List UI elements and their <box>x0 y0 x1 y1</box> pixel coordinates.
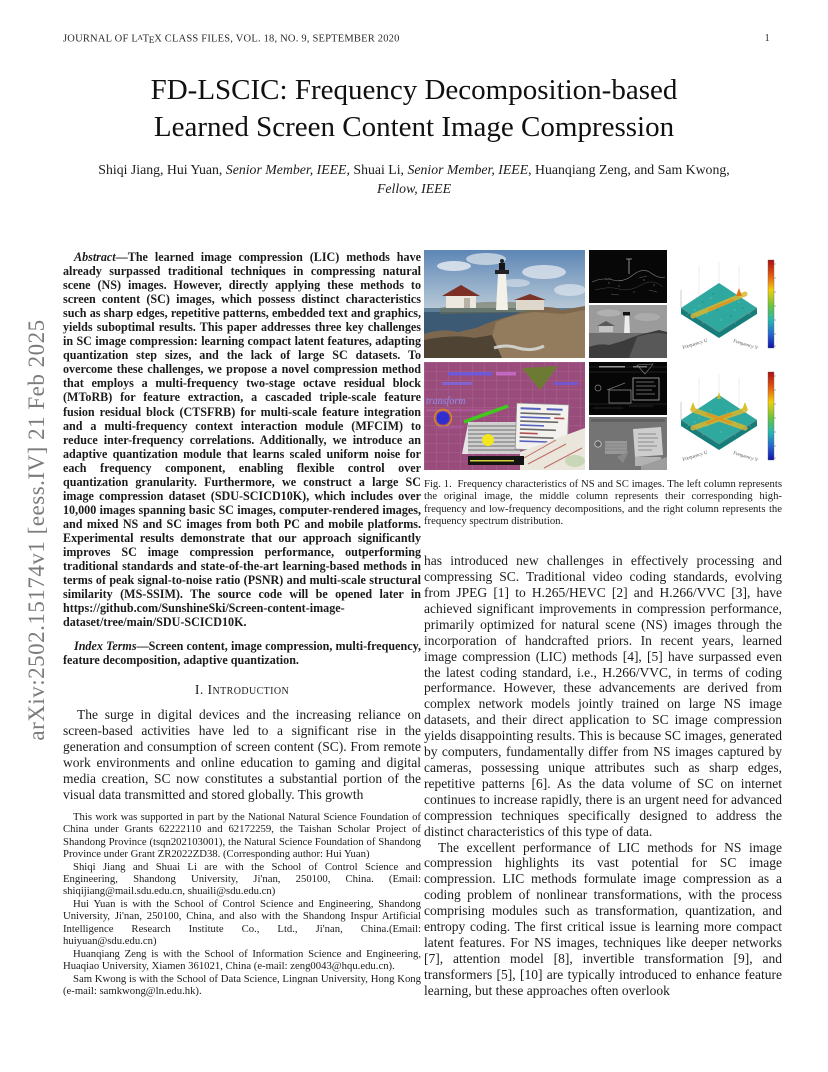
right-column <box>424 248 782 999</box>
figure-1-caption <box>424 478 782 527</box>
colorbar <box>768 372 774 460</box>
index-terms-text: —Screen content, image compression, multi-frequency, feature decomposition, adaptive quantization. <box>63 639 421 668</box>
journal-name: JOURNAL OF LATEX CLASS FILES, VOL. 18, NO. 9, SEPTEMBER 2020 <box>63 33 400 47</box>
sc-spectrum-plot <box>669 362 782 470</box>
sc-original-image <box>424 362 585 470</box>
colorbar <box>768 260 774 348</box>
arxiv-banner: arXiv:2502.15174v1 [eess.IV] 21 Feb 2025 <box>24 319 49 741</box>
ns-low-frequency-image <box>589 305 667 358</box>
figure-1-caption-text: Frequency characteristics of NS and SC images. The left column represents the original image, the middle column represents their corresponding high-frequency and low-frequency decompositions, and the right column represents the frequency spectrum distribution. <box>424 478 782 527</box>
abstract-label: Abstract <box>74 250 116 264</box>
ns-original-image <box>424 250 585 358</box>
paper-title-line1: FD-LSCIC: Frequency Decomposition-based <box>150 74 678 106</box>
author-list <box>80 161 748 198</box>
footnote-affiliation-jiang-li: Shiqi Jiang and Shuai Li are with the School of Control Science and Engineering, Shandong University, Ji'nan, 250100, China. (Email: shiqijiang@mail.sdu.edu.cn, shuaili@sdu.edu.cn) <box>63 860 421 898</box>
ns-spectrum-plot <box>669 250 782 358</box>
axis-label-frequency-v: Frequency V <box>732 451 759 464</box>
section-heading-introduction: I. Introduction <box>194 682 290 698</box>
ns-high-frequency-image <box>589 250 667 303</box>
author-names: Shiqi Jiang, Hui Yuan, <box>98 162 226 177</box>
author-names: , Shuai Li, <box>346 162 408 177</box>
axis-label-frequency-v: Frequency V <box>732 339 759 352</box>
paper-title <box>40 72 788 146</box>
intro-paragraph-3: The excellent performance of LIC methods for NS image compression highlights its vast potential for SC image compression. LIC methods formulate image compression as a coding problem of nonlinear transformations, with the process comprising modules such as transformation, quantization, and entropy coding. The first critical issue is learning more compact latent features. For NS images, techniques like deeper networks [7], attention model [8], invertible transformation [9], and transformers [5], [10] are typically introduced to enhance feature learning, but these approaches often overlook <box>424 839 782 998</box>
intro-paragraph-1: The surge in digital devices and the increasing reliance on screen-based activities have led to a significant rise in the generation and consumption of screen content (SC). From remote work environments and online education to gaming and digital media creation, SC now constitutes a substantial portion of the visual data transmitted and stored globally. This growth <box>63 707 421 802</box>
figure-1-caption-label: Fig. 1. <box>424 478 452 490</box>
sc-high-frequency-image <box>589 362 667 415</box>
author-title: Senior Member, IEEE <box>225 162 347 177</box>
sc-low-frequency-image <box>589 417 667 470</box>
figure-1 <box>424 248 782 470</box>
left-column <box>63 250 421 998</box>
author-title: Senior Member, IEEE <box>407 162 529 177</box>
sc-embedded-text: transform <box>426 396 466 407</box>
footnote-affiliation-kwong: Sam Kwong is with the School of Data Science, Lingnan University, Hong Kong (e-mail: samkwong@ln.edu.hk). <box>63 972 421 998</box>
axis-label-frequency-u: Frequency U <box>682 338 709 351</box>
author-title: Fellow, IEEE <box>376 180 452 196</box>
index-terms-label: Index Terms <box>74 639 137 654</box>
footnote-affiliation-zeng: Huanqiang Zeng is with the School of Information Science and Engineering, Huaqiao University, Xiamen 361021, China (e-mail: zeng0043@hqu.edu.cn). <box>63 947 421 973</box>
page-number: 1 <box>764 33 770 44</box>
footnote-funding: This work was supported in part by the National Natural Science Foundation of China under Grants 62222110 and 62172259, the Taishan Scholar Project of Shandong Province (tsqn202103001), the Natural Science Foundation of Shandong Province under Grant ZR2022ZD38. (Corresponding author: Hui Yuan) <box>63 810 421 861</box>
author-names: , Huanqiang Zeng, and Sam Kwong, <box>528 162 730 177</box>
axis-label-frequency-u: Frequency U <box>682 450 709 463</box>
intro-paragraph-2: has introduced new challenges in effectively processing and compressing SC. Traditional video coding standards, evolving from JPEG [1] to H.265/HEVC [2] and H.266/VVC [3], have achieved significant improvements in compression performance, primarily optimized for natural scene (NS) images through the incorporation of handcrafted priors. In recent years, learned image compression (LIC) methods [4], [5] have surpassed even the latest coding standard, i.e., H.266/VVC, in terms of coding performance. However, these advancements are derived from complex network models jointly trained on large NS image datasets, and their direct application to SC image compression yields disappointing results. This is because SC images, generated by computers, fundamentally differ from NS images captured by cameras, possessing unique attributes such as sharp edges, repetitive patterns [6]. As the data volume of SC on internet continues to increase rapidly, there is an urgent need for advanced compression techniques specifically designed to address the distinct characteristics of this type of data. <box>424 553 782 839</box>
abstract <box>63 250 421 629</box>
footnote-affiliation-yuan: Hui Yuan is with the School of Control Science and Engineering, Shandong University, Ji'nan, 250100, China, and also with the Shandong Inspur Artificial Intelligence Research Institute Co., Ltd., Ji'nan, China.(Email: huiyuan@sdu.edu.cn) <box>63 897 421 948</box>
running-header <box>63 33 770 46</box>
paper-title-line2: Learned Screen Content Image Compression <box>153 111 675 143</box>
index-terms <box>63 639 421 667</box>
author-footnotes <box>63 811 421 998</box>
abstract-text: —The learned image compression (LIC) methods have already surpassed traditional techniques in compressing natural scene (NS) images. However, directly applying these methods to screen content (SC) images, which possess distinct characteristics such as sharp edges, repetitive patterns, embedded text and graphics, yields suboptimal results. This paper addresses three key challenges in SC image compression: learning compact latent features, adapting quantization step sizes, and the lack of large SC datasets. To overcome these challenges, we propose a novel compression method that employs a multi-frequency two-stage octave residual block (MToRB) for feature extraction, a cascaded triple-scale feature fusion residual block (CTSFRB) for multi-scale feature integration and a multi-frequency context interaction module (MFCIM) to reduce inter-frequency correlations. Additionally, we introduce an adaptive quantization module that learns scaled uniform noise for each frequency component, enabling flexible control over quantization granularity. Furthermore, we construct a large SC image compression dataset (SDU-SCICD10K), which includes over 10,000 images spanning basic SC images, computer-rendered images, and mixed NS and SC images from both PC and mobile platforms. Experimental results demonstrate that our approach significantly improves SC image compression performance, outperforming traditional standards and state-of-the-art learning-based methods in terms of peak signal-to-noise ratio (PSNR) and multi-scale structural similarity (MS-SSIM). The source code will be opened later in https://github.com/SunshineSki/Screen-content-image-dataset/tree/main/SDU-SCICD10K. <box>63 250 421 630</box>
